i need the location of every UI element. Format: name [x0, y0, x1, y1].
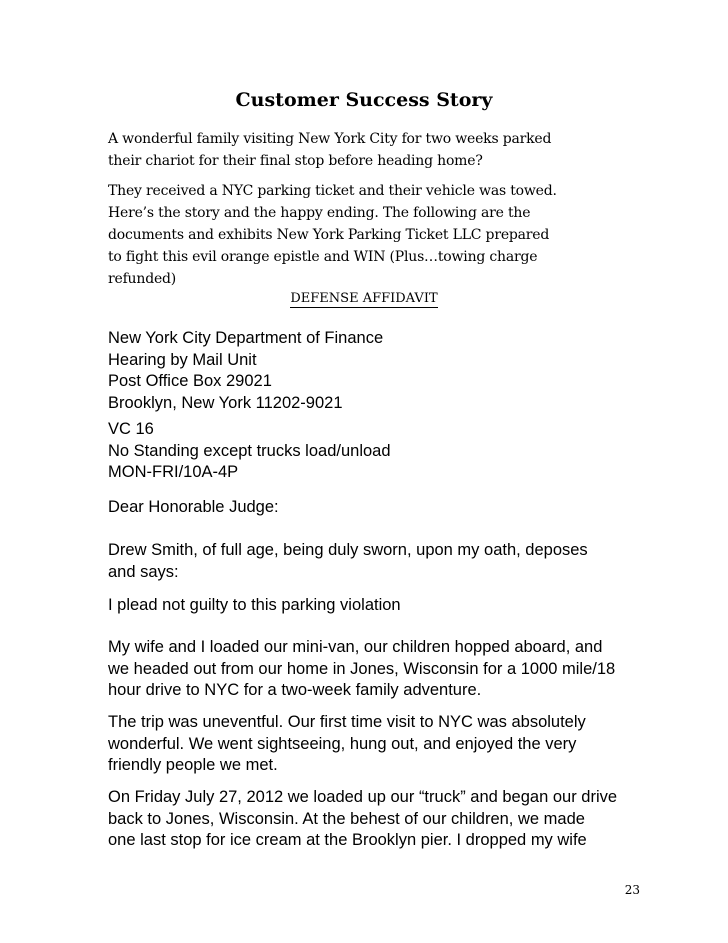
text-line: Here’s the story and the happy ending. The following are the — [108, 205, 531, 221]
text-line: The trip was uneventful. Our first time visit to NYC was absolutely — [108, 713, 586, 731]
text-line: back to Jones, Wisconsin. At the behest of our children, we made — [108, 809, 585, 828]
text-line: On Friday July 27, 2012 we loaded up our “truck” and began our drive — [108, 788, 618, 806]
text-line: documents and exhibits New York Parking Ticket LLC prepared — [108, 227, 550, 243]
text-line: A wonderful family visiting New York City for two weeks parked — [108, 131, 552, 147]
address-line: Post Office Box 29021 — [108, 372, 272, 391]
text-line: one last stop for ice cream at the Brooklyn pier. I dropped my wife — [108, 831, 587, 850]
body-paragraph-2 — [108, 712, 638, 777]
intro-paragraph-1 — [108, 128, 638, 172]
text-line: Dear Honorable Judge: — [108, 498, 279, 516]
section-heading-text: DEFENSE AFFIDAVIT — [290, 291, 438, 306]
page-title: Customer Success Story — [235, 89, 493, 111]
violation-line: MON-FRI/10A-4P — [108, 463, 239, 482]
address-line: Hearing by Mail Unit — [108, 350, 257, 369]
address-line: New York City Department of Finance — [108, 329, 384, 347]
text-line: friendly people we met. — [108, 756, 278, 775]
violation-info — [108, 419, 638, 484]
text-line: I plead not guilty to this parking violation — [108, 596, 401, 614]
text-line: wonderful. We went sightseeing, hung out, and enjoyed the very — [108, 734, 577, 753]
recipient-address — [108, 328, 638, 414]
text-line: hour drive to NYC for a two-week family adventure. — [108, 681, 482, 700]
body-paragraph-1 — [108, 637, 638, 702]
text-line: refunded) — [108, 271, 177, 287]
salutation — [108, 497, 638, 519]
violation-line: VC 16 — [108, 420, 154, 438]
address-line: Brooklyn, New York 11202-9021 — [108, 393, 343, 412]
section-heading — [0, 289, 728, 309]
text-line: their chariot for their final stop before heading home? — [108, 153, 483, 169]
page-number: 23 — [624, 883, 640, 897]
text-line: Drew Smith, of full age, being duly sworn, upon my oath, deposes — [108, 541, 588, 559]
text-line: to fight this evil orange epistle and WIN (Plus…towing charge — [108, 249, 538, 265]
body-paragraph-3 — [108, 787, 638, 852]
oath-paragraph — [108, 540, 638, 583]
plea-statement — [108, 595, 638, 617]
text-line: we headed out from our home in Jones, Wisconsin for a 1000 mile/18 — [108, 659, 616, 678]
text-line: They received a NYC parking ticket and their vehicle was towed. — [108, 183, 557, 199]
intro-paragraph-2 — [108, 180, 638, 290]
text-line: and says: — [108, 562, 179, 581]
violation-line: No Standing except trucks load/unload — [108, 441, 391, 460]
text-line: My wife and I loaded our mini-van, our children hopped aboard, and — [108, 638, 603, 656]
